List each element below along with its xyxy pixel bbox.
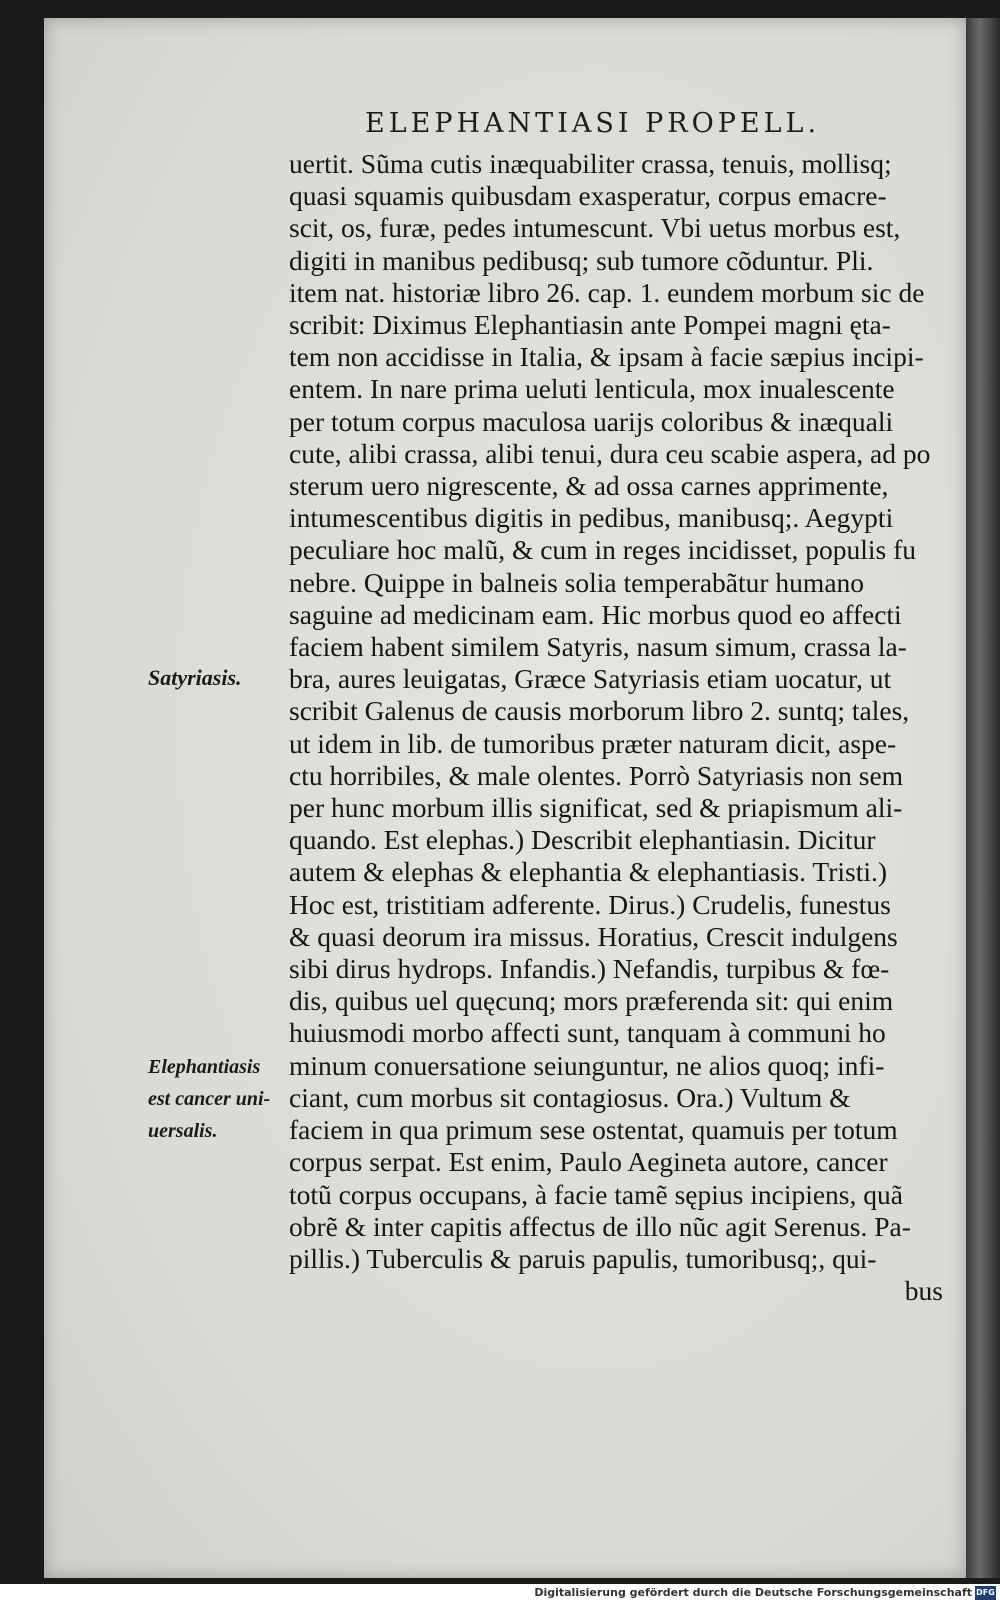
- text-line: huiusmodi morbo affecti sunt, tanquam à communi ho: [289, 1017, 886, 1049]
- text-line: bus: [904, 1275, 943, 1307]
- text-line: per hunc morbum illis significat, sed & priapismum ali-: [289, 792, 903, 824]
- text-line: tem non accidisse in Italia, & ipsam à facie sæpius incipi-: [289, 341, 924, 373]
- dfg-logo: DFG: [975, 1586, 996, 1600]
- text-line: cute, alibi crassa, alibi tenui, dura ceu scabie aspera, ad po: [289, 437, 931, 469]
- text-line: corpus serpat. Est enim, Paulo Aegineta autore, cancer: [289, 1146, 888, 1178]
- text-line: quasi squamis quibusdam exasperatur, corpus emacre-: [289, 180, 887, 212]
- text-line: ciant, cum morbus sit contagiosus. Ora.) Vultum &: [289, 1081, 851, 1113]
- text-line: & quasi deorum ira missus. Horatius, Crescit indulgens: [289, 920, 898, 952]
- text-line: sterum uero nigrescente, & ad ossa carnes apprimente,: [289, 470, 889, 502]
- text-line: Hoc est, tristitiam adferente. Dirus.) Crudelis, funestus: [289, 888, 891, 920]
- text-line: uertit. Sũma cutis inæquabiliter crassa, tenuis, mollisq;: [289, 148, 892, 179]
- text-line: peculiare hoc malũ, & cum in reges incidisset, populis fu: [289, 534, 916, 566]
- text-line: nebre. Quippe in balneis solia temperabãtur humano: [289, 566, 865, 598]
- margin-note-elephantiasis: [148, 1051, 288, 1147]
- body-text: [289, 148, 957, 1307]
- footer-bar: [0, 1584, 1000, 1604]
- text-line: ut idem in lib. de tumoribus præter naturam dicit, aspe-: [289, 727, 897, 759]
- text-line: dis, quibus uel quęcunq; mors præferenda sit: qui enim: [289, 985, 894, 1017]
- text-line: scit, os, furæ, pedes intumescunt. Vbi uetus morbus est,: [289, 212, 901, 244]
- text-line: ctu horribiles, & male olentes. Porrò Satyriasis non sem: [289, 759, 904, 791]
- text-line: faciem in qua primum sese ostentat, quamuis per totum: [289, 1114, 898, 1146]
- text-line: bra, aures leuigatas, Græce Satyriasis etiam uocatur, ut: [289, 663, 892, 695]
- text-line: intumescentibus digitis in pedibus, manibusq;. Aegypti: [289, 502, 894, 534]
- text-line: autem & elephas & elephantia & elephantiasis. Tristi.): [289, 856, 888, 888]
- margin-note-line: Elephantiasis: [148, 1056, 261, 1078]
- text-line: totũ corpus occupans, à facie tamẽ sępius incipiens, quã: [289, 1178, 903, 1210]
- margin-note-satyriasis: Satyriasis.: [148, 665, 242, 690]
- text-line: per totum corpus maculosa uarijs coloribus & inæquali: [289, 405, 894, 437]
- text-line: faciem habent similem Satyris, nasum simum, crassa la-: [289, 631, 907, 663]
- text-line: obrẽ & inter capitis affectus de illo nũc agit Serenus. Pa-: [289, 1210, 911, 1242]
- text-line: item nat. historiæ libro 26. cap. 1. eundem morbum sic de: [289, 276, 925, 308]
- margin-note-line: est cancer uni-: [148, 1088, 271, 1110]
- page-edge-shadow: [966, 18, 1000, 1578]
- running-head: ELEPHANTIASI PROPELL.: [365, 108, 821, 139]
- text-line: scribit Galenus de causis morborum libro 2. suntq; tales,: [289, 695, 910, 727]
- text-line: scribit: Diximus Elephantiasin ante Pompei magni ęta-: [289, 309, 891, 341]
- text-line: quando. Est elephas.) Describit elephantiasin. Dicitur: [289, 824, 876, 856]
- text-line: saguine ad medicinam eam. Hic morbus quod eo affecti: [289, 598, 902, 630]
- text-line: pillis.) Tuberculis & paruis papulis, tumoribusq;, qui-: [289, 1242, 877, 1274]
- text-line: minum conuersatione seiunguntur, ne alios quoq; infi-: [289, 1049, 885, 1081]
- funding-credit: Digitalisierung gefördert durch die Deutsche Forschungsgemeinschaft: [534, 1586, 972, 1599]
- text-line: sibi dirus hydrops. Infandis.) Nefandis, turpibus & fœ-: [289, 953, 890, 985]
- text-line: digiti in manibus pedibusq; sub tumore cõduntur. Pli.: [289, 244, 874, 276]
- text-line: entem. In nare prima ueluti lenticula, mox inualescente: [289, 373, 895, 405]
- margin-note-line: uersalis.: [148, 1120, 218, 1142]
